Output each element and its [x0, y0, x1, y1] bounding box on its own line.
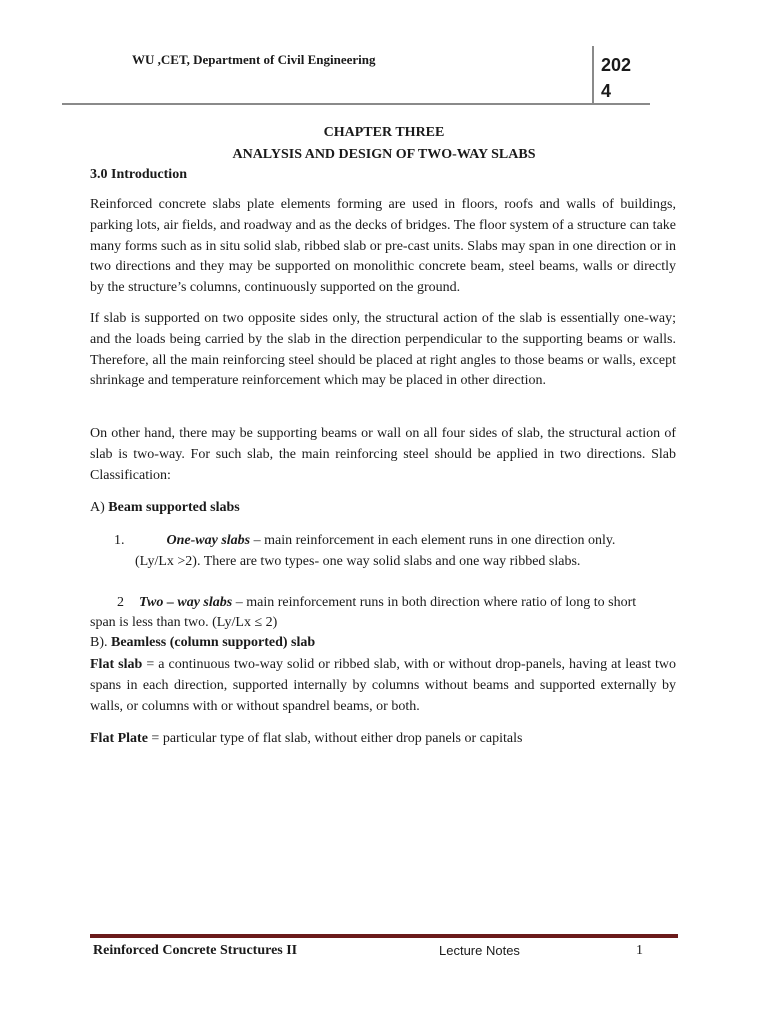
list-item-number: 1. — [114, 533, 125, 548]
section-heading: 3.0 Introduction — [90, 167, 187, 182]
list-item-number: 2 — [117, 595, 124, 610]
two-way-description: – main reinforcement runs in both direction where ratio of long to short — [232, 595, 637, 610]
class-a-label: Beam supported slabs — [108, 500, 240, 515]
footer-lecture-notes: Lecture Notes — [439, 943, 520, 958]
paragraph-intro-2: If slab is supported on two opposite sides only, the structural action of the slab is essentially one-way; and the loads being carried by the slab in the direction perpendicular to the supporting beams or walls. Therefore, all the main reinforcing steel should be placed at right angles to those beams or walls, except shrinkage and temperature reinforcement which may be placed in other direction. — [90, 311, 676, 389]
term-flat-slab: Flat slab — [90, 657, 143, 672]
flat-slab-definition — [90, 655, 676, 717]
list-item-two-way — [117, 595, 636, 611]
class-a-prefix: A) — [90, 500, 109, 515]
flat-slab-text: = a continuous two-way solid or ribbed slab, with or without drop-panels, having at least two spans in each direction, supported internally by columns without beams and supported externally by walls, or columns with or without spandrel beams, or both. — [90, 657, 676, 714]
term-one-way-slabs: One-way slabs — [166, 533, 251, 548]
list-item-one-way — [114, 533, 615, 549]
footer-course-title: Reinforced Concrete Structures II — [93, 943, 298, 958]
header-divider-vertical — [592, 46, 594, 104]
header-divider — [62, 103, 650, 105]
one-way-description: – main reinforcement in each element runs in one direction only. — [250, 533, 616, 548]
class-b-prefix: B). — [90, 635, 111, 650]
chapter-title: CHAPTER THREE — [323, 125, 445, 140]
flat-plate-definition — [90, 731, 522, 747]
term-flat-plate: Flat Plate — [90, 731, 148, 746]
header-year: 2024 — [601, 55, 632, 101]
two-way-description-line2: span is less than two. (Ly/Lx ≤ 2) — [90, 615, 278, 630]
flat-plate-text: = particular type of flat slab, without either drop panels or capitals — [147, 731, 523, 746]
one-way-description-line2: (Ly/Lx >2). There are two types- one way solid slabs and one way ribbed slabs. — [135, 554, 581, 569]
chapter-subtitle: ANALYSIS AND DESIGN OF TWO-WAY SLABS — [232, 147, 536, 162]
paragraph-intro-3: On other hand, there may be supporting beams or wall on all four sides of slab, the structural action of slab is two-way. For such slab, the main reinforcing steel should be applied in two directions. Slab Classification: — [90, 426, 676, 483]
class-b-label: Beamless (column supported) slab — [111, 635, 316, 650]
term-two-way-slabs: Two – way slabs — [139, 595, 233, 610]
page-number: 1 — [636, 943, 643, 958]
class-b-heading — [90, 635, 315, 651]
paragraph-intro-1: Reinforced concrete slabs plate elements forming are used in floors, roofs and walls of buildings, parking lots, air fields, and roadway and as the decks of bridges. The floor system of a structure can take many forms such as in situ solid slab, ribbed slab or pre-cast units. Slabs may span in one direction or in two directions and they may be supported on monolithic concrete beam, steel beams, walls or directly by the structure’s columns, continuously supported on the ground. — [90, 197, 676, 296]
footer-divider — [90, 934, 678, 938]
header-department: WU ,CET, Department of Civil Engineering — [132, 52, 376, 67]
class-a-heading — [90, 500, 240, 516]
